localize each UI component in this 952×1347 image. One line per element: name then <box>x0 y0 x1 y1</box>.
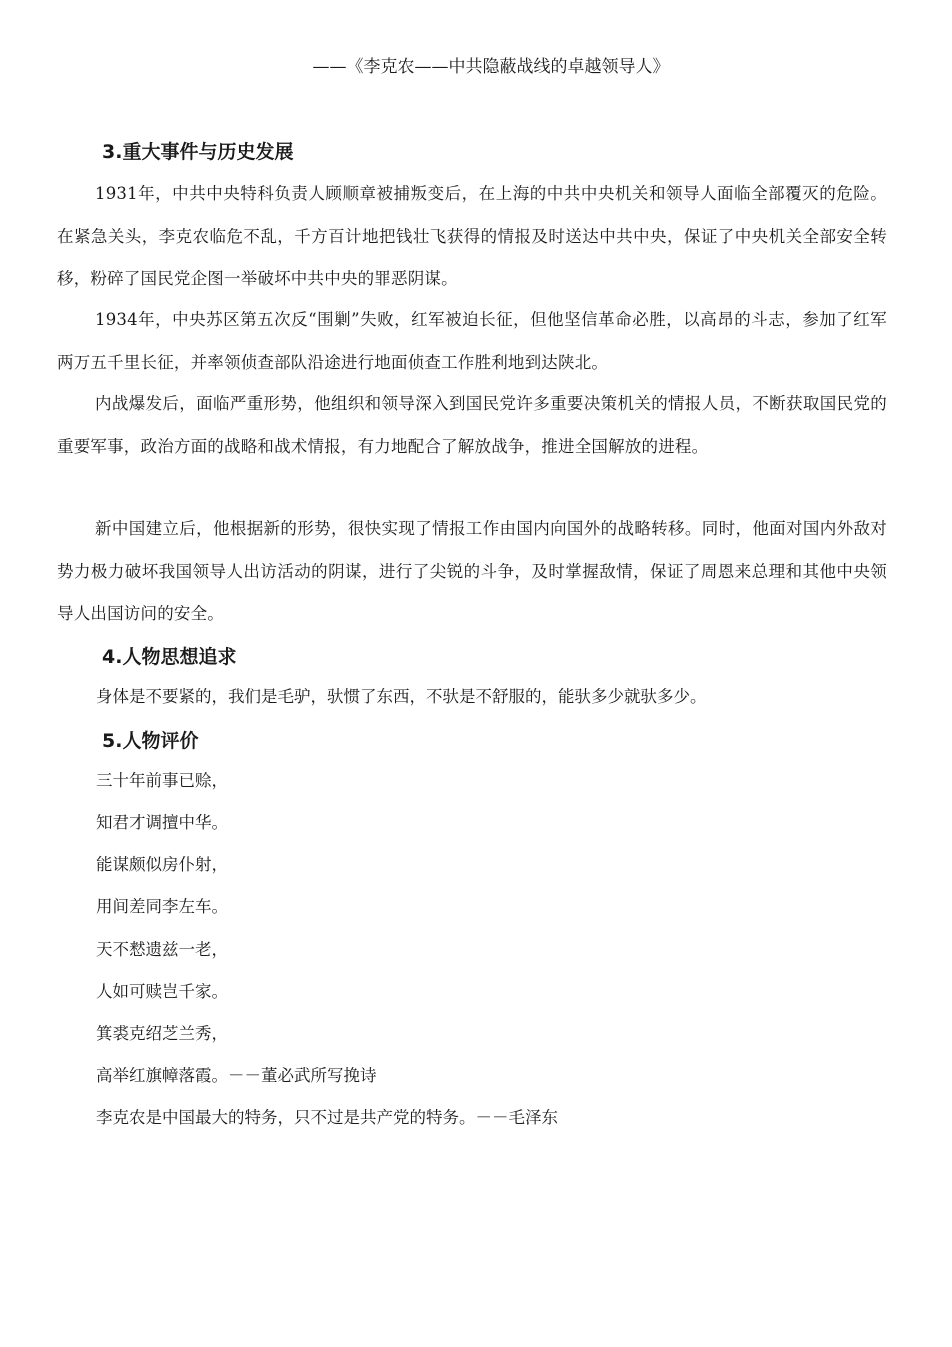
section-4-heading: 4.人物思想追求 <box>102 646 237 668</box>
poem-line: 箕裘克绍芝兰秀， <box>96 1024 228 1043</box>
mao-quote: 李克农是中国最大的特务，只不过是共产党的特务。－－毛泽东 <box>96 1108 558 1127</box>
poem-line: 天不慭遗兹一老， <box>96 940 228 959</box>
section-3-paragraph-3: 内战爆发后，面临严重形势，他组织和领导深入到国民党许多重要决策机关的情报人员，不断获取国民党的重要军事，政治方面的战略和战术情报，有力地配合了解放战争，推进全国解放的进程。 <box>57 394 887 456</box>
poem-line: 人如可赎岂千家。 <box>96 982 228 1001</box>
poem-line: 知君才调擅中华。 <box>96 813 228 832</box>
section-3-heading: 3.重大事件与历史发展 <box>102 141 294 163</box>
section-3-paragraph-2: 1934年，中央苏区第五次反“围剿”失败，红军被迫长征，但他坚信革命必胜，以高昂的斗志，参加了红军两万五千里长征，并率领侦查部队沿途进行地面侦查工作胜利地到达陕北。 <box>57 310 887 372</box>
poem-line: 三十年前事已赊， <box>96 771 228 790</box>
section-5-heading: 5.人物评价 <box>102 730 199 752</box>
poem-line: 能谋颇似房仆射， <box>96 855 228 874</box>
section-3-paragraph-4: 新中国建立后，他根据新的形势，很快实现了情报工作由国内向国外的战略转移。同时，他面对国内外敌对势力极力破坏我国领导人出访活动的阴谋，进行了尖锐的斗争，及时掌握敌情，保证了周恩来总理和其他中央领导人出国访问的安全。 <box>57 519 887 623</box>
source-citation: ——《李克农——中共隐蔽战线的卓越领导人》 <box>312 57 670 77</box>
poem-line-attribution: 高举红旗幛落霞。－－董必武所写挽诗 <box>96 1066 377 1085</box>
section-3-paragraph-1: 1931年，中共中央特科负责人顾顺章被捕叛变后，在上海的中共中央机关和领导人面临全部覆灭的危险。在紧急关头，李克农临危不乱，千方百计地把钱壮飞获得的情报及时送达中共中央，保证了中央机关全部安全转移，粉碎了国民党企图一举破坏中共中央的罪恶阴谋。 <box>57 184 887 288</box>
section-4-quote: 身体是不要紧的，我们是毛驴，驮惯了东西，不驮是不舒服的，能驮多少就驮多少。 <box>96 687 707 706</box>
poem-line: 用间差同李左车。 <box>96 897 228 916</box>
